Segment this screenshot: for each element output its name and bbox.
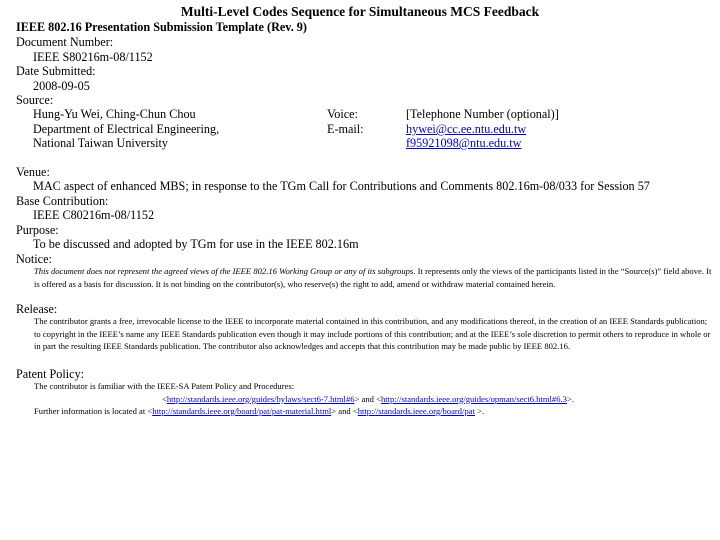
template-header: IEEE 802.16 Presentation Submission Template (Rev. 9)	[16, 20, 307, 34]
patent-policy-label: Patent Policy:	[16, 367, 85, 381]
source-label: Source:	[16, 93, 54, 107]
base-contribution-label: Base Contribution:	[16, 194, 109, 208]
further-info-text: Further information is located at <	[34, 406, 153, 416]
authors: Hung-Yu Wei, Ching-Chun Chou	[33, 107, 196, 121]
voice-label: Voice:	[327, 107, 358, 121]
university: National Taiwan University	[33, 136, 168, 150]
purpose-text: To be discussed and adopted by TGm for use in the IEEE 802.16m	[33, 237, 359, 251]
venue-text: MAC aspect of enhanced MBS; in response to the TGm Call for Contributions and Comments 802.16m-08/033 for Session 57	[33, 179, 650, 193]
email-link-2[interactable]: f95921098@ntu.edu.tw	[406, 136, 522, 150]
date-value: 2008-09-05	[33, 79, 90, 93]
patent-and2: > and <	[331, 406, 358, 416]
document-number: IEEE S80216m-08/1152	[33, 50, 153, 64]
pat-material-link[interactable]: http://standards.ieee.org/board/pat/pat-material.html	[152, 406, 332, 416]
notice-label: Notice:	[16, 252, 52, 266]
pat-board-link[interactable]: http://standards.ieee.org/board/pat	[357, 406, 475, 416]
patent-policy-text	[34, 380, 712, 418]
notice-rest: . It represents only the views of the participants listed in the “Source(s)” field above. It is offered as a basis for discussion. It is not binding on the contributor(s), who reserve(s) the right to add, amend or withdraw material contained herein.	[34, 266, 712, 289]
department: Department of Electrical Engineering,	[33, 122, 220, 136]
patent-end2: >.	[474, 406, 485, 416]
opman-link[interactable]: http://standards.ieee.org/guides/opman/sect6.html#6.3	[380, 393, 567, 404]
release-text: The contributor grants a free, irrevocable license to the IEEE to incorporate material contained in this contribution, and any modifications thereof, in the creation of an IEEE Standards publication; to copyright in the IEEE’s name any IEEE Standards publication even though it may include portions of this contribution; and at the IEEE’s sole discretion to permit others to reproduce in whole or in part the resulting IEEE Standards publication. The contributor also acknowledges and accepts that this contribution may be made public by IEEE 802.16.	[34, 316, 711, 351]
notice-text	[34, 265, 712, 290]
patent-end1: >.	[566, 393, 574, 404]
phone-value: [Telephone Number (optional)]	[406, 107, 559, 121]
document-number-label: Document Number:	[16, 35, 114, 49]
patent-and: > and <	[354, 393, 381, 404]
purpose-label: Purpose:	[16, 223, 59, 237]
patent-links-line	[34, 393, 712, 406]
email-label: E-mail:	[327, 122, 364, 136]
date-label: Date Submitted:	[16, 64, 96, 78]
base-contribution: IEEE C80216m-08/1152	[33, 208, 155, 222]
bylaws-link[interactable]: http://standards.ieee.org/guides/bylaws/sect6-7.html#6	[166, 393, 355, 404]
patent-lt: <	[162, 393, 167, 404]
venue-label: Venue:	[16, 165, 50, 179]
release-label: Release:	[16, 302, 58, 316]
further-info-line	[34, 405, 712, 418]
notice-italic: This document does not represent the agreed views of the IEEE 802.16 Working Group or any of its subgroups	[34, 266, 414, 276]
patent-intro: The contributor is familiar with the IEEE-SA Patent Policy and Procedures:	[34, 381, 295, 391]
email-link-1[interactable]: hywei@cc.ee.ntu.edu.tw	[406, 122, 527, 136]
page-title: Multi-Level Codes Sequence for Simultaneous MCS Feedback	[180, 4, 540, 19]
